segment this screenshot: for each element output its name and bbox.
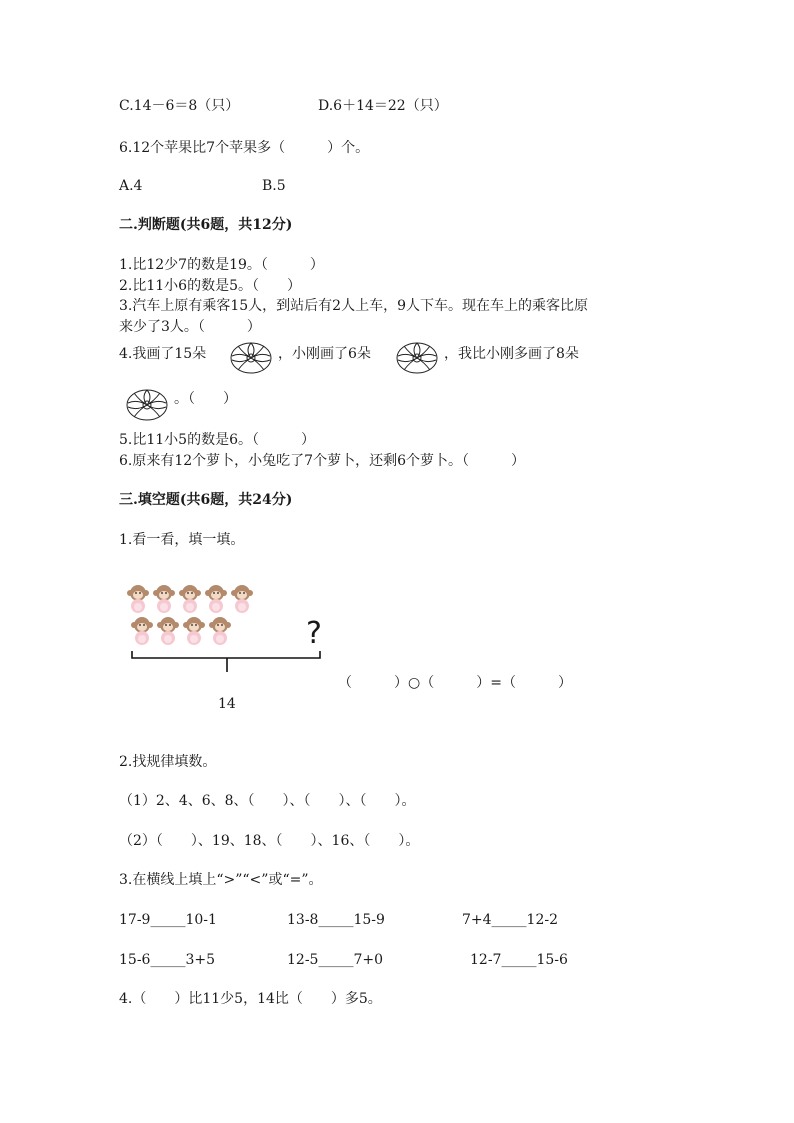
flower-icon — [394, 338, 440, 378]
judge-item-4-b: ，小刚画了6朵 — [278, 346, 371, 362]
q5-option-c: C.14－6＝8（只） — [119, 98, 240, 114]
compare-item: 13-8_____15-9 — [287, 912, 385, 928]
fill-q1-stem: 1.看一看，填一填。 — [119, 532, 245, 548]
judge-item-1: 1.比12少7的数是19。（ ） — [119, 257, 324, 273]
flower-icon — [228, 338, 274, 378]
compare-item: 7+4_____12-2 — [462, 912, 558, 928]
compare-item: 17-9_____10-1 — [119, 912, 217, 928]
judge-item-4-c: ，我比小刚多画了8朵 — [444, 346, 579, 362]
q6-option-a: A.4 — [119, 178, 143, 194]
fill-q2-row1: （1）2、4、6、8、（ ）、（ ）、（ ）。 — [119, 793, 416, 809]
fill-q2-row2: （2）（ ）、19、18、（ ）、16、（ ）。 — [119, 833, 420, 849]
section2-title: 二.判断题(共6题，共12分) — [119, 217, 293, 233]
compare-item: 12-7_____15-6 — [470, 952, 568, 968]
monkey-group-image — [124, 584, 254, 654]
fill-q3-stem: 3.在横线上填上“>”“<”或“=”。 — [119, 872, 323, 888]
judge-item-3-cont: 来少了3人。（ ） — [119, 319, 261, 335]
compare-item: 15-6_____3+5 — [119, 952, 215, 968]
fill-q1-equation: （ ）○（ ）=（ ） — [338, 675, 572, 691]
q6-stem: 6.12个苹果比7个苹果多（ ）个。 — [119, 140, 370, 156]
q6-option-b: B.5 — [262, 178, 286, 194]
judge-item-3: 3.汽车上原有乘客15人，到站后有2人上车，9人下车。现在车上的乘客比原 — [119, 298, 588, 314]
judge-item-5: 5.比11小5的数是6。（ ） — [119, 432, 315, 448]
section3-title: 三.填空题(共6题，共24分) — [119, 492, 293, 508]
judge-item-4-a: 4.我画了15朵 — [119, 346, 207, 362]
bracket-line — [130, 650, 322, 674]
compare-item: 12-5_____7+0 — [287, 952, 383, 968]
question-mark: ? — [306, 616, 322, 651]
judge-item-2: 2.比11小6的数是5。（ ） — [119, 278, 301, 294]
fill-q2-stem: 2.找规律填数。 — [119, 754, 217, 770]
judge-item-4-d: 。（ ） — [174, 391, 237, 407]
judge-item-6: 6.原来有12个萝卜，小兔吃了7个萝卜，还剩6个萝卜。（ ） — [119, 453, 525, 469]
total-label: 14 — [218, 696, 236, 712]
q5-option-d: D.6＋14＝22（只） — [318, 98, 448, 114]
fill-q4-stem: 4.（ ）比11少5，14比（ ）多5。 — [119, 991, 382, 1007]
flower-icon — [124, 385, 170, 425]
